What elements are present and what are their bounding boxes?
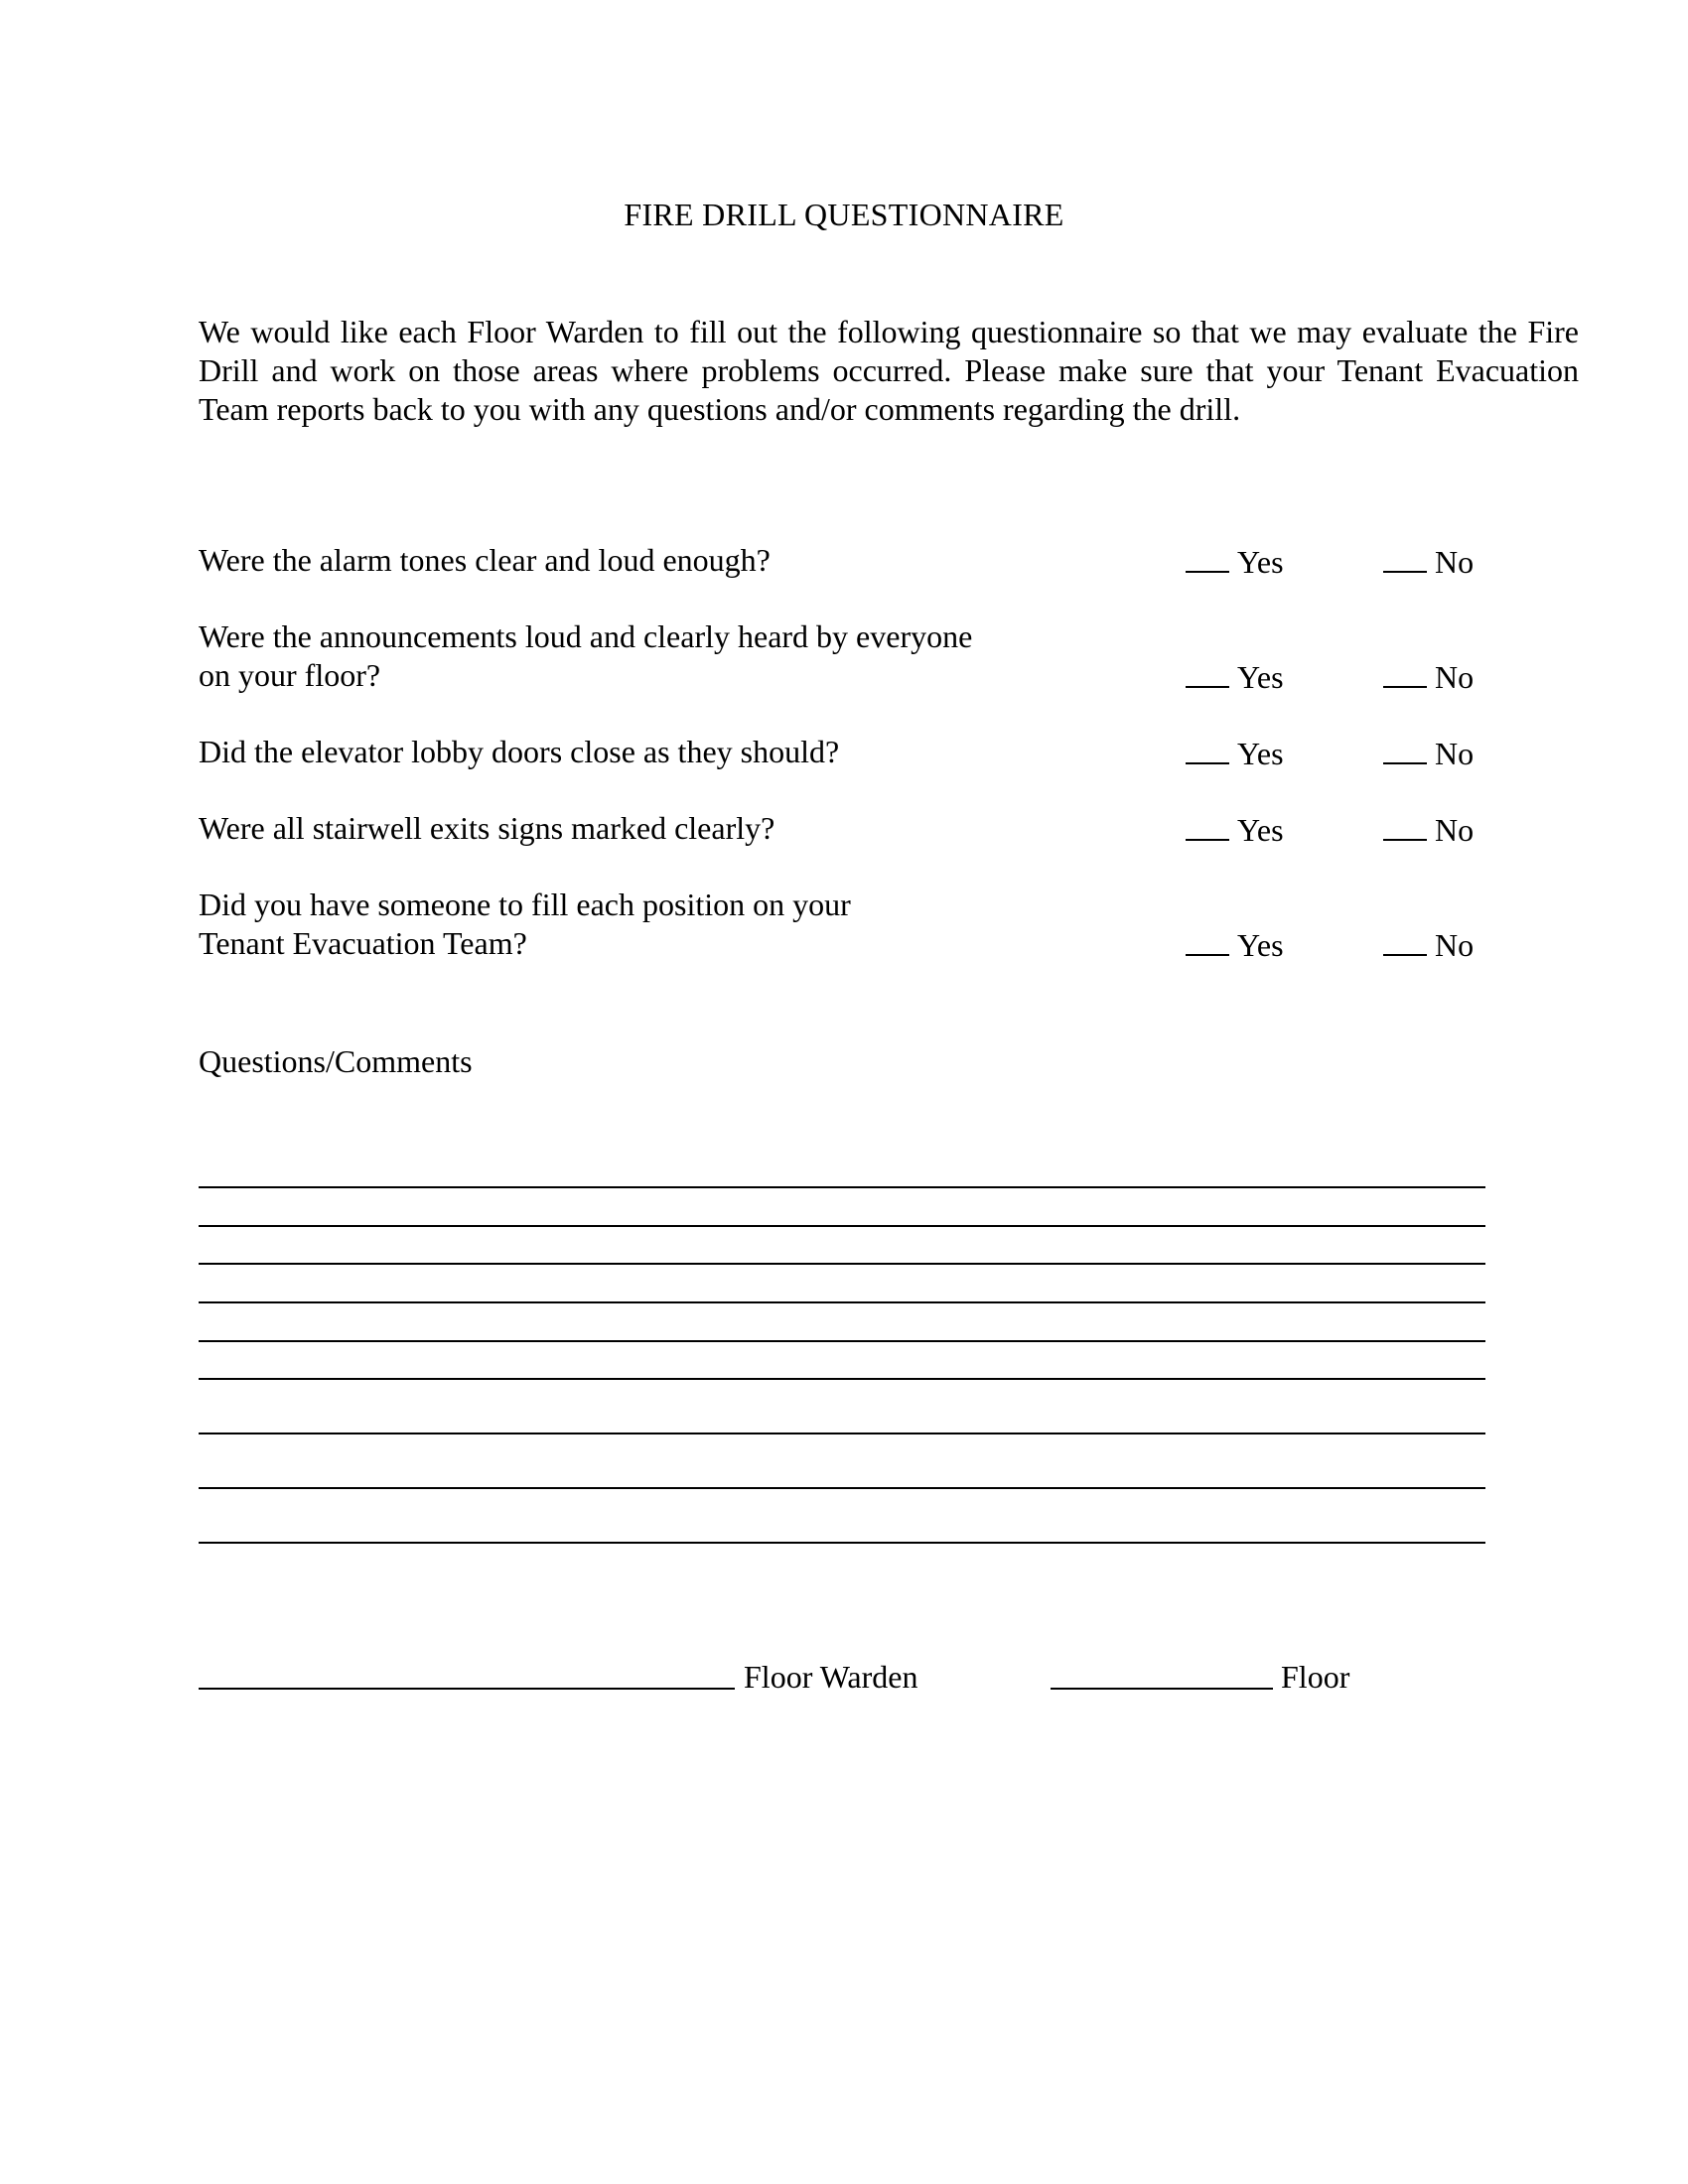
- comment-line-2[interactable]: [199, 1225, 1485, 1227]
- comment-line-7[interactable]: [199, 1433, 1485, 1434]
- comment-line-3[interactable]: [199, 1263, 1485, 1265]
- question-2-yes-label: Yes: [1237, 659, 1284, 695]
- floor-warden-label: Floor Warden: [744, 1659, 918, 1695]
- question-2-line-2: on your floor?: [199, 657, 381, 693]
- question-1-line-1: Were the alarm tones clear and loud enough?: [199, 542, 771, 578]
- question-2-yes-option[interactable]: [1186, 656, 1284, 697]
- question-4-no-label: No: [1435, 812, 1475, 848]
- question-5-yes-blank[interactable]: [1186, 924, 1229, 956]
- comment-line-4[interactable]: [199, 1301, 1485, 1303]
- question-4-line-1: Were all stairwell exits signs marked clearly?: [199, 810, 775, 846]
- question-5-no-blank[interactable]: [1383, 924, 1427, 956]
- intro-paragraph: We would like each Floor Warden to fill out the following questionnaire so that we may evaluate the Fire Drill and work on those areas where problems occurred. Please make sure that your Tenant Evacuation Team reports back to you with any questions and/or comments regarding the drill.: [199, 314, 1579, 427]
- question-4-yes-label: Yes: [1237, 812, 1284, 848]
- question-2: [199, 617, 1092, 695]
- question-2-no-label: No: [1435, 659, 1475, 695]
- question-1-yes-label: Yes: [1237, 544, 1284, 580]
- question-1-no-blank[interactable]: [1383, 541, 1427, 573]
- question-4-yes-option[interactable]: [1186, 809, 1284, 850]
- question-1-yes-option[interactable]: [1186, 541, 1284, 582]
- floor-warden-signature-line[interactable]: [199, 1688, 735, 1690]
- question-3-no-label: No: [1435, 736, 1475, 771]
- question-3-line-1: Did the elevator lobby doors close as they should?: [199, 734, 840, 769]
- question-1-yes-blank[interactable]: [1186, 541, 1229, 573]
- comment-line-9[interactable]: [199, 1542, 1485, 1544]
- floor-label: Floor: [1281, 1659, 1350, 1695]
- question-3-yes-option[interactable]: [1186, 733, 1284, 773]
- question-2-yes-blank[interactable]: [1186, 656, 1229, 688]
- question-3-yes-blank[interactable]: [1186, 733, 1229, 764]
- question-3-yes-label: Yes: [1237, 736, 1284, 771]
- question-4: [199, 809, 1092, 848]
- comment-line-5[interactable]: [199, 1340, 1485, 1342]
- question-5: [199, 886, 1092, 963]
- question-4-no-blank[interactable]: [1383, 809, 1427, 841]
- question-5-no-option[interactable]: [1383, 924, 1474, 965]
- comment-line-8[interactable]: [199, 1487, 1485, 1489]
- question-1-no-label: No: [1435, 544, 1475, 580]
- question-3-no-option[interactable]: [1383, 733, 1474, 773]
- page-title: FIRE DRILL QUESTIONNAIRE: [624, 197, 1064, 232]
- question-5-yes-label: Yes: [1237, 927, 1284, 963]
- question-2-line-1: Were the announcements loud and clearly heard by everyone: [199, 618, 973, 654]
- question-2-no-option[interactable]: [1383, 656, 1474, 697]
- comments-label: Questions/Comments: [199, 1043, 473, 1079]
- comment-line-6[interactable]: [199, 1378, 1485, 1380]
- question-5-no-label: No: [1435, 927, 1475, 963]
- question-4-no-option[interactable]: [1383, 809, 1474, 850]
- question-1: [199, 541, 1092, 580]
- floor-number-line[interactable]: [1051, 1688, 1273, 1690]
- question-5-line-1: Did you have someone to fill each position on your: [199, 887, 851, 922]
- question-5-line-2: Tenant Evacuation Team?: [199, 925, 527, 961]
- question-4-yes-blank[interactable]: [1186, 809, 1229, 841]
- comment-line-1[interactable]: [199, 1186, 1485, 1188]
- question-1-no-option[interactable]: [1383, 541, 1474, 582]
- question-5-yes-option[interactable]: [1186, 924, 1284, 965]
- question-3-no-blank[interactable]: [1383, 733, 1427, 764]
- question-3: [199, 733, 1092, 771]
- question-2-no-blank[interactable]: [1383, 656, 1427, 688]
